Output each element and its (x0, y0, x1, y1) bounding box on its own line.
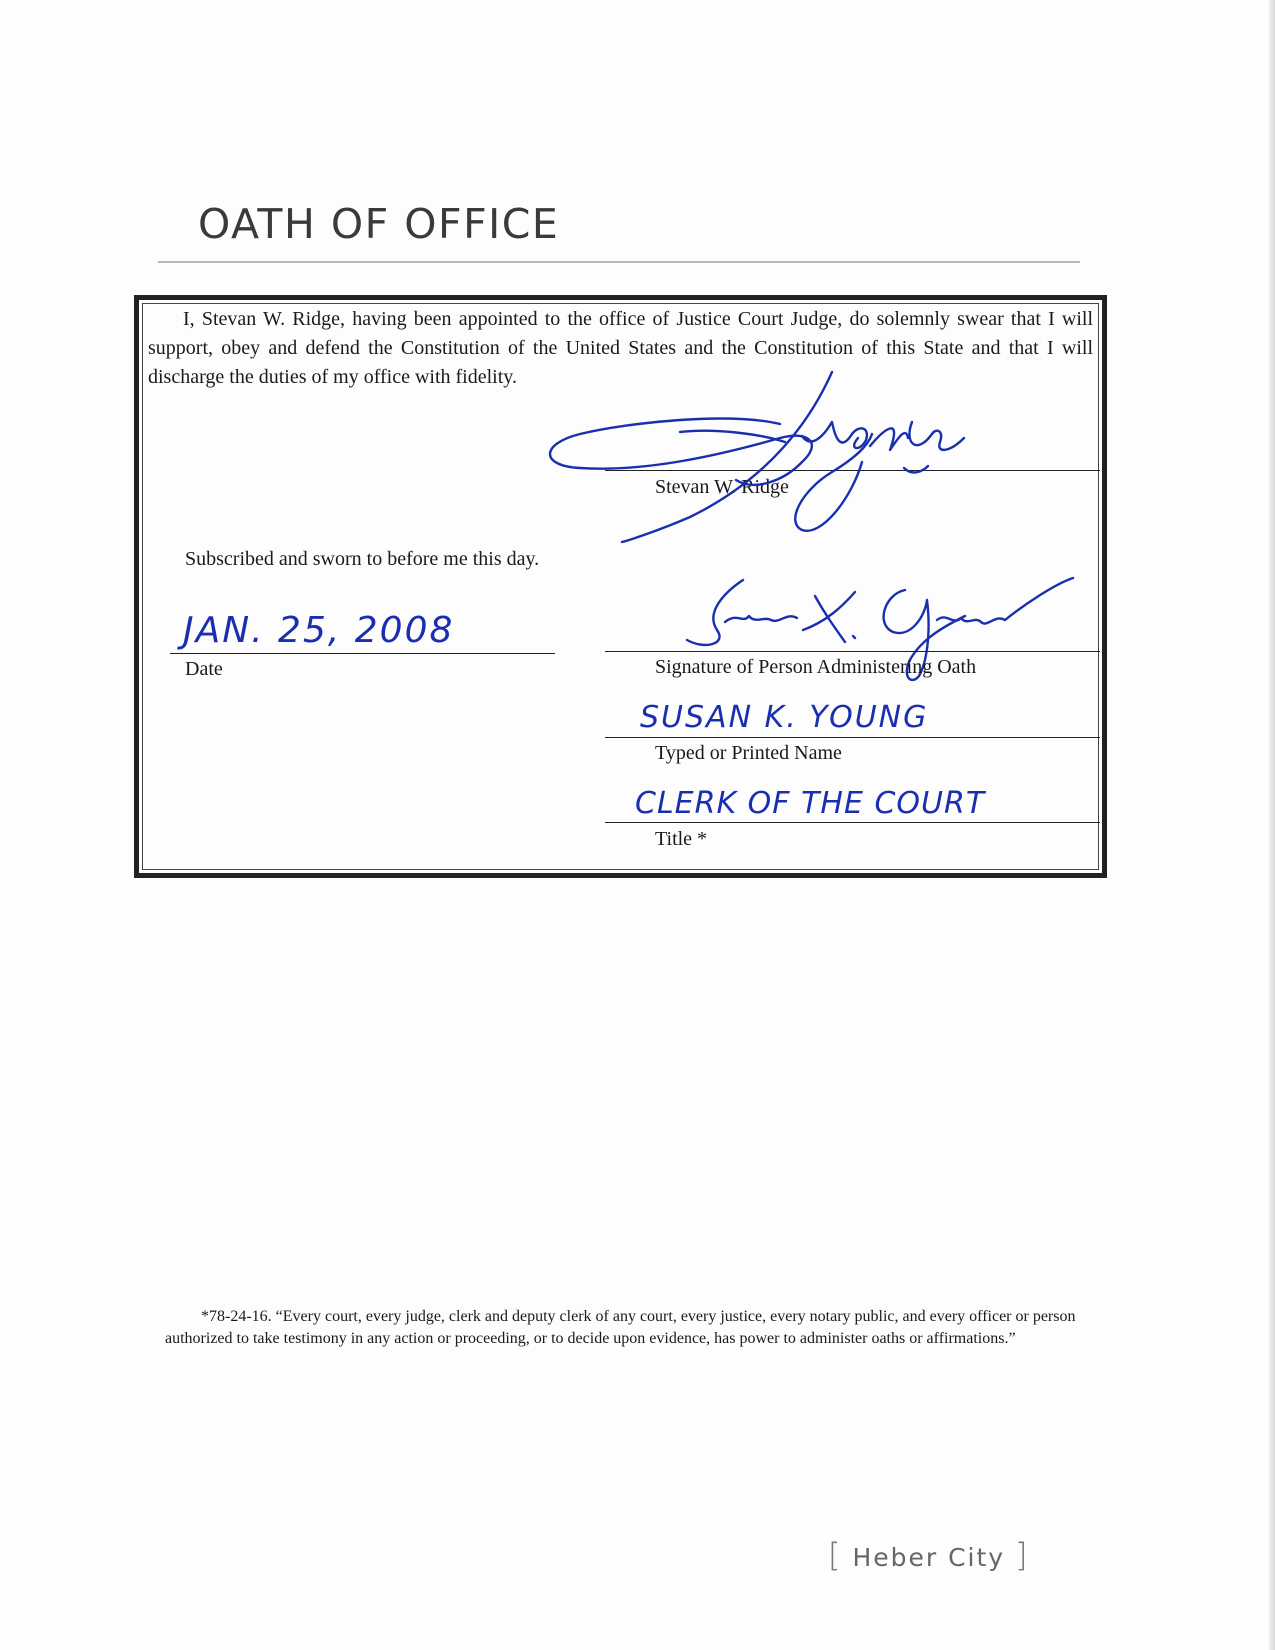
date-label: Date (185, 658, 223, 680)
administering-signature-label: Signature of Person Administering Oath (655, 656, 977, 678)
officer-signature-icon (540, 372, 990, 572)
handwritten-note (828, 1536, 1030, 1574)
date-line (170, 653, 555, 654)
note-bracket-close: ] (1015, 1536, 1030, 1574)
subscribed-text: Subscribed and sworn to before me this day. (185, 548, 540, 570)
typed-name-line (605, 737, 1100, 738)
title-rule (158, 261, 1080, 263)
typed-name-label: Typed or Printed Name (655, 742, 842, 764)
footnote: *78-24-16. “Every court, every judge, clerk and deputy clerk of any court, every justice, every notary public, and every officer or person authorized to take testimony in any action or proceeding, or to decide upon evidence, has power to administer oaths or affirmations.” (165, 1308, 1076, 1347)
title-label: Title * (655, 828, 708, 850)
oath-text: I, Stevan W. Ridge, having been appointed to the office of Justice Court Judge, do solemnly swear that I will support, obey and defend the Constitution of the United States and the Constitution of this State and that I will discharge the duties of my office with fidelity. (148, 308, 1093, 388)
typed-name-handwritten: SUSAN K. YOUNG (640, 700, 929, 735)
document-title: OATH OF OFFICE (198, 200, 560, 248)
title-line (605, 822, 1100, 823)
title-handwritten: CLERK OF THE COURT (635, 786, 986, 821)
date-handwritten: JAN. 25, 2008 (183, 610, 455, 651)
page-edge (1269, 0, 1275, 1650)
officer-signature-label: Stevan W. Ridge (655, 476, 789, 498)
handwritten-note-text: Heber City (852, 1543, 1006, 1572)
note-bracket-open: [ (828, 1536, 843, 1574)
administering-signature-line (605, 651, 1100, 652)
